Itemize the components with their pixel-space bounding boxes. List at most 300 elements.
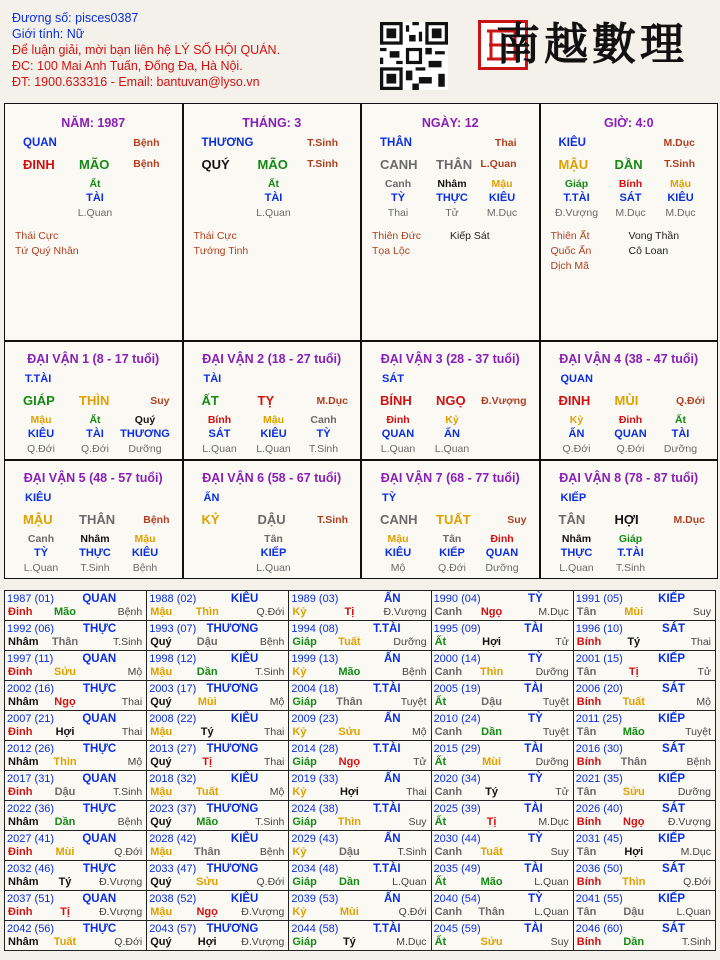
year-sao: ẤN bbox=[383, 593, 401, 605]
year-ts: Đ.Vượng bbox=[99, 906, 143, 918]
luu-nien-cell bbox=[431, 891, 573, 921]
luu-nien-cell bbox=[289, 591, 431, 621]
year-chi: Mùi bbox=[482, 756, 502, 768]
luu-nien-cell bbox=[431, 591, 573, 621]
year-can: Kỷ bbox=[292, 726, 307, 738]
year-can: Giáp bbox=[292, 816, 317, 828]
dai-van-ts: Đ.Vượng bbox=[481, 395, 527, 407]
dai-van-chi: NGỌ bbox=[436, 393, 466, 408]
pillar-truong-sinh: M.Dục bbox=[663, 137, 695, 149]
tang-sao: ẤN bbox=[444, 428, 460, 440]
year-chi: Thân bbox=[478, 906, 505, 918]
dai-van-can: TÂN bbox=[558, 512, 586, 527]
dai-van-can: CANH bbox=[380, 512, 418, 527]
dai-van-box bbox=[361, 341, 540, 460]
year-can: Canh bbox=[434, 846, 463, 858]
year-ts: Tử bbox=[413, 756, 427, 768]
year-ts: T.Sinh bbox=[255, 816, 285, 828]
year-chi: Thân bbox=[51, 636, 79, 648]
year-ts: Dưỡng bbox=[535, 666, 569, 678]
luu-nien-row bbox=[5, 891, 716, 921]
year-ts: Q.Đới bbox=[683, 876, 711, 888]
year-label: 1987 (01) bbox=[7, 593, 55, 605]
year-sao: QUAN bbox=[82, 833, 117, 845]
year-label: 2036 (50) bbox=[575, 863, 623, 875]
year-sao: T.TÀI bbox=[373, 623, 401, 635]
pillar-can: QUÝ bbox=[201, 157, 230, 172]
year-chi: Ngọ bbox=[480, 606, 503, 618]
dai-van-chi: THÌN bbox=[79, 393, 110, 408]
year-chi: Mão bbox=[54, 606, 76, 618]
tang-can: Ất bbox=[267, 178, 280, 190]
dai-van-chi: HỢI bbox=[614, 512, 639, 527]
year-can: Mậu bbox=[150, 666, 173, 678]
luu-nien-cell bbox=[289, 831, 431, 861]
tang-sao: QUAN bbox=[614, 428, 647, 440]
year-ts: M.Dục bbox=[538, 816, 569, 828]
tang-sao: TÀI bbox=[264, 192, 283, 204]
year-ts: Q.Đới bbox=[114, 846, 143, 858]
year-sao: TỲ bbox=[528, 893, 543, 905]
year-label: 2008 (22) bbox=[149, 713, 197, 725]
year-can: Canh bbox=[434, 906, 463, 918]
qr-code-icon bbox=[380, 22, 448, 90]
year-ts: L.Quan bbox=[676, 906, 711, 918]
year-label: 2007 (21) bbox=[7, 713, 55, 725]
year-ts: Đ.Vượng bbox=[241, 936, 285, 948]
year-sao: KIÊU bbox=[230, 713, 259, 725]
tang-ts: M.Dục bbox=[486, 207, 518, 219]
year-can: Tân bbox=[576, 606, 597, 618]
year-chi: Tý bbox=[627, 636, 641, 648]
tang-ts: T.Sinh bbox=[80, 562, 110, 574]
year-can: Ất bbox=[434, 876, 447, 888]
tang-ts: T.Sinh bbox=[308, 443, 339, 455]
year-sao: KIÊU bbox=[230, 773, 259, 785]
tang-sao: THƯƠNG bbox=[120, 428, 170, 440]
year-can: Nhâm bbox=[8, 696, 39, 708]
year-sao: QUAN bbox=[82, 773, 117, 785]
tang-ts: L.Quan bbox=[77, 207, 113, 219]
dai-van-can: BÍNH bbox=[380, 393, 412, 408]
year-chi: Thìn bbox=[337, 816, 361, 828]
pillar-title: NĂM: 1987 bbox=[61, 116, 126, 130]
pillar-chi: MÃO bbox=[79, 157, 110, 172]
luu-nien-cell bbox=[147, 651, 289, 681]
year-sao: T.TÀI bbox=[373, 683, 401, 695]
tang-sao: QUAN bbox=[485, 547, 519, 559]
dai-van-box bbox=[361, 460, 540, 579]
pillar-can: MẬU bbox=[558, 157, 589, 172]
dai-van-title: ĐẠI VẬN 8 (78 - 87 tuổi) bbox=[559, 471, 699, 485]
year-label: 2015 (29) bbox=[433, 743, 481, 755]
year-label: 1990 (04) bbox=[433, 593, 481, 605]
pillar-chi: MÃO bbox=[257, 157, 288, 172]
year-chi: Sửu bbox=[622, 786, 645, 798]
year-can: Kỷ bbox=[292, 606, 307, 618]
year-chi: Tị bbox=[60, 906, 70, 918]
tang-ts: L.Quan bbox=[256, 443, 291, 455]
year-chi: Mão bbox=[196, 816, 219, 828]
year-can: Mậu bbox=[150, 906, 173, 918]
tang-sao: THỰC bbox=[79, 547, 111, 559]
year-label: 2038 (52) bbox=[149, 893, 197, 905]
year-label: 2027 (41) bbox=[7, 833, 55, 845]
tang-ts: T.Sinh bbox=[615, 562, 646, 574]
tang-can: Giáp bbox=[618, 533, 643, 545]
tang-sao: QUAN bbox=[381, 428, 415, 440]
year-ts: Tuyệt bbox=[400, 696, 427, 708]
year-chi: Dần bbox=[196, 666, 218, 678]
year-ts: Bệnh bbox=[402, 666, 427, 678]
year-sao: KIÊU bbox=[230, 833, 259, 845]
luu-nien-cell bbox=[147, 741, 289, 771]
year-chi: Tị bbox=[628, 666, 639, 678]
year-can: Giáp bbox=[292, 936, 317, 948]
year-label: 2046 (60) bbox=[575, 923, 623, 935]
year-label: 2023 (37) bbox=[149, 803, 197, 815]
year-sao: ẤN bbox=[383, 653, 401, 665]
year-can: Nhâm bbox=[8, 816, 39, 828]
year-label: 1992 (06) bbox=[7, 623, 55, 635]
pillar-chi: DẦN bbox=[614, 157, 643, 172]
dai-van-box bbox=[540, 460, 719, 579]
luu-nien-cell bbox=[573, 831, 715, 861]
tang-can: Kỷ bbox=[569, 414, 584, 426]
luu-nien-cell bbox=[573, 621, 715, 651]
year-label: 1996 (10) bbox=[575, 623, 623, 635]
year-sao: KIẾP bbox=[658, 893, 685, 905]
dai-van-box bbox=[4, 341, 183, 460]
pillar-chi-ts: T.Sinh bbox=[307, 158, 338, 170]
year-chi: Sửu bbox=[338, 726, 361, 738]
year-label: 2017 (31) bbox=[7, 773, 55, 785]
year-label: 1995 (09) bbox=[433, 623, 481, 635]
year-sao: T.TÀI bbox=[373, 743, 401, 755]
dai-van-title: ĐẠI VẬN 7 (68 - 77 tuổi) bbox=[380, 471, 520, 485]
dai-van-chi: THÂN bbox=[79, 512, 116, 527]
tang-ts: Thai bbox=[387, 207, 409, 219]
ma-so: Đương số: pisces0387 bbox=[12, 11, 139, 25]
luu-nien-row bbox=[5, 591, 716, 621]
year-sao: KIẾP bbox=[658, 713, 685, 725]
year-ts: Dưỡng bbox=[677, 786, 711, 798]
tang-sao: TỲ bbox=[33, 547, 49, 559]
year-can: Quý bbox=[150, 876, 172, 888]
header-info bbox=[12, 10, 372, 90]
year-ts: Mộ bbox=[269, 786, 285, 798]
year-sao: KIẾP bbox=[658, 653, 685, 665]
tang-ts: Dưỡng bbox=[128, 443, 162, 455]
luu-nien-cell bbox=[147, 801, 289, 831]
luu-nien-row bbox=[5, 801, 716, 831]
dai-van-sao: SÁT bbox=[382, 373, 404, 385]
year-label: 2005 (19) bbox=[433, 683, 481, 695]
year-label: 2010 (24) bbox=[433, 713, 481, 725]
than-sat: Thái Cực bbox=[15, 230, 59, 242]
year-label: 2026 (40) bbox=[575, 803, 623, 815]
year-can: Quý bbox=[150, 696, 172, 708]
year-ts: L.Quan bbox=[534, 876, 569, 888]
year-chi: Hợi bbox=[339, 786, 359, 798]
year-can: Đinh bbox=[8, 606, 33, 618]
year-can: Ất bbox=[434, 636, 447, 648]
luu-nien-cell bbox=[289, 771, 431, 801]
dai-van-can: KỶ bbox=[201, 512, 220, 527]
dai-van-box bbox=[4, 460, 183, 579]
year-label: 2014 (28) bbox=[291, 743, 339, 755]
tang-sao: TỲ bbox=[316, 428, 331, 440]
year-can: Tân bbox=[576, 906, 597, 918]
luu-nien-row bbox=[5, 921, 716, 951]
year-can: Đinh bbox=[8, 726, 33, 738]
luu-nien-cell bbox=[147, 711, 289, 741]
tang-can: Mậu bbox=[263, 414, 284, 426]
luu-nien-cell bbox=[431, 831, 573, 861]
year-can: Tân bbox=[576, 846, 597, 858]
luu-nien-cell bbox=[289, 711, 431, 741]
dai-van-ts: Bệnh bbox=[143, 514, 170, 526]
dien-thoai[interactable]: ĐT: 1900.633316 - Email: bantuvan@lyso.vn bbox=[12, 75, 260, 89]
year-label: 1989 (03) bbox=[291, 593, 339, 605]
tang-can: Đinh bbox=[618, 414, 643, 426]
tang-ts: L.Quan bbox=[559, 562, 594, 574]
luu-nien-cell bbox=[289, 741, 431, 771]
tang-sao: KIÊU bbox=[27, 428, 55, 440]
year-chi: Dậu bbox=[196, 636, 218, 648]
luu-nien-cell bbox=[147, 861, 289, 891]
year-chi: Mùi bbox=[55, 846, 75, 858]
tang-can: Canh bbox=[384, 178, 412, 190]
tang-sao: T.TÀI bbox=[563, 192, 590, 204]
than-sat: Quốc Ấn bbox=[550, 245, 592, 257]
year-ts: Q.Đới bbox=[114, 936, 143, 948]
dai-van-can: ĐINH bbox=[558, 393, 591, 408]
year-chi: Mùi bbox=[339, 906, 359, 918]
year-chi: Sửu bbox=[480, 936, 503, 948]
tang-can: Canh bbox=[310, 414, 337, 426]
dai-van-title: ĐẠI VẬN 6 (58 - 67 tuổi) bbox=[202, 471, 342, 485]
year-can: Quý bbox=[150, 756, 172, 768]
tang-sao: KIÊU bbox=[488, 192, 516, 204]
year-ts: L.Quan bbox=[392, 876, 427, 888]
pillar-title: NGÀY: 12 bbox=[421, 116, 479, 130]
year-can: Ất bbox=[434, 816, 447, 828]
tang-can: Đinh bbox=[386, 414, 410, 426]
dai-van-ts: M.Dục bbox=[673, 514, 705, 526]
year-can: Giáp bbox=[292, 876, 317, 888]
tang-ts: L.Quan bbox=[23, 562, 59, 574]
year-ts: M.Dục bbox=[538, 606, 569, 618]
year-sao: ẤN bbox=[383, 893, 401, 905]
luu-nien-cell bbox=[289, 921, 431, 951]
year-label: 1993 (07) bbox=[149, 623, 197, 635]
tang-sao: KIÊU bbox=[667, 192, 694, 204]
year-chi: Ngọ bbox=[338, 756, 361, 768]
tang-ts: L.Quan bbox=[202, 443, 237, 455]
tang-sao: THỰC bbox=[436, 192, 468, 204]
year-chi: Tuất bbox=[53, 936, 77, 948]
year-sao: THỰC bbox=[83, 623, 117, 635]
year-ts: Đ.Vượng bbox=[383, 606, 427, 618]
tang-ts: Q.Đới bbox=[562, 443, 591, 455]
tang-sao: KIÊU bbox=[384, 547, 412, 559]
luu-nien-row bbox=[5, 831, 716, 861]
year-sao: SÁT bbox=[662, 863, 685, 875]
pillar-title: THÁNG: 3 bbox=[242, 116, 302, 130]
pillar-truong-sinh: Thai bbox=[494, 137, 517, 149]
year-sao: THỰC bbox=[83, 803, 117, 815]
tang-can: Bính bbox=[618, 178, 643, 190]
luu-nien-cell bbox=[5, 771, 147, 801]
year-label: 2019 (33) bbox=[291, 773, 339, 785]
year-ts: Bệnh bbox=[259, 846, 285, 858]
year-can: Bính bbox=[576, 816, 602, 828]
year-label: 2039 (53) bbox=[291, 893, 339, 905]
luu-nien-cell bbox=[5, 801, 147, 831]
luu-nien-cell bbox=[289, 621, 431, 651]
year-can: Đinh bbox=[8, 786, 33, 798]
tang-can: Quý bbox=[134, 414, 156, 426]
year-sao: THƯƠNG bbox=[206, 623, 259, 635]
year-chi: Hợi bbox=[197, 936, 217, 948]
luu-nien-row bbox=[5, 621, 716, 651]
year-chi: Thìn bbox=[479, 666, 504, 678]
dai-van-title: ĐẠI VẬN 4 (38 - 47 tuổi) bbox=[559, 352, 699, 366]
year-can: Mậu bbox=[150, 606, 173, 618]
luu-nien-row bbox=[5, 741, 716, 771]
year-label: 2044 (58) bbox=[291, 923, 339, 935]
luu-nien-cell bbox=[289, 651, 431, 681]
than-sat: Tứ Quý Nhân bbox=[15, 245, 79, 257]
year-can: Giáp bbox=[292, 756, 317, 768]
luu-nien-cell bbox=[431, 681, 573, 711]
pillar-box bbox=[4, 103, 183, 341]
tang-can: Nhâm bbox=[437, 178, 467, 190]
year-sao: THƯƠNG bbox=[206, 743, 259, 755]
tang-sao: KIÊU bbox=[260, 428, 287, 440]
dai-van-sao: TỲ bbox=[382, 492, 397, 504]
year-ts: Mộ bbox=[127, 666, 143, 678]
luu-nien-cell bbox=[573, 771, 715, 801]
year-can: Bính bbox=[576, 696, 602, 708]
luu-nien-cell bbox=[431, 771, 573, 801]
luu-nien-row bbox=[5, 771, 716, 801]
luu-nien-cell bbox=[431, 741, 573, 771]
luu-nien-cell bbox=[5, 741, 147, 771]
year-ts: Tuyệt bbox=[542, 726, 569, 738]
luu-nien-cell bbox=[573, 711, 715, 741]
tang-can: Đinh bbox=[490, 533, 514, 545]
luu-nien-cell bbox=[289, 861, 431, 891]
year-sao: QUAN bbox=[82, 593, 117, 605]
year-ts: Tuyệt bbox=[542, 696, 569, 708]
pillar-box bbox=[361, 103, 540, 341]
dai-van-chi: TUẤT bbox=[436, 512, 471, 527]
tang-sao: SÁT bbox=[619, 192, 642, 204]
year-chi: Dậu bbox=[623, 906, 645, 918]
tang-can: Mậu bbox=[30, 414, 52, 426]
pillar-chi: THÂN bbox=[436, 157, 473, 172]
year-sao: KIẾP bbox=[658, 593, 685, 605]
year-sao: TỲ bbox=[528, 713, 543, 725]
tang-can: Ất bbox=[674, 414, 687, 426]
year-chi: Tuất bbox=[195, 786, 219, 798]
year-ts: Suy bbox=[550, 936, 569, 948]
year-can: Đinh bbox=[8, 846, 33, 858]
year-sao: TÀI bbox=[524, 743, 543, 755]
year-label: 2028 (42) bbox=[149, 833, 197, 845]
year-sao: THỰC bbox=[83, 743, 117, 755]
pillar-thap-than: THƯƠNG bbox=[201, 137, 254, 149]
pillar-title: GIỜ: 4:0 bbox=[603, 116, 654, 130]
year-chi: Dần bbox=[338, 876, 360, 888]
year-ts: Thai bbox=[121, 696, 143, 708]
year-chi: Thân bbox=[336, 696, 363, 708]
year-ts: Đ.Vượng bbox=[99, 876, 143, 888]
pillar-box bbox=[540, 103, 719, 341]
year-can: Mậu bbox=[150, 846, 173, 858]
tang-ts: L.Quan bbox=[434, 443, 470, 455]
year-can: Đinh bbox=[8, 666, 33, 678]
dai-van-chi: MÙI bbox=[614, 393, 639, 408]
year-ts: T.Sinh bbox=[113, 636, 143, 648]
luu-nien-cell bbox=[289, 681, 431, 711]
luu-nien-cell bbox=[573, 861, 715, 891]
dai-van-title: ĐẠI VẬN 5 (48 - 57 tuổi) bbox=[23, 471, 163, 485]
year-sao: THỰC bbox=[83, 923, 117, 935]
year-chi: Mùi bbox=[624, 606, 644, 618]
year-label: 2024 (38) bbox=[291, 803, 339, 815]
year-ts: M.Dục bbox=[396, 936, 427, 948]
year-label: 1998 (12) bbox=[149, 653, 197, 665]
dai-van-sao: TÀI bbox=[203, 373, 222, 385]
year-chi: Hợi bbox=[482, 636, 501, 648]
year-ts: Suy bbox=[692, 606, 711, 618]
luu-nien-cell bbox=[573, 801, 715, 831]
year-label: 2011 (25) bbox=[575, 713, 623, 725]
tang-ts: L.Quan bbox=[256, 207, 291, 219]
pillar-truong-sinh: Bệnh bbox=[133, 137, 160, 149]
year-label: 2045 (59) bbox=[433, 923, 481, 935]
year-sao: ẤN bbox=[383, 773, 401, 785]
year-ts: Thai bbox=[690, 636, 711, 648]
year-sao: T.TÀI bbox=[373, 923, 401, 935]
year-ts: T.Sinh bbox=[255, 666, 285, 678]
year-chi: Mùi bbox=[197, 696, 217, 708]
year-label: 1991 (05) bbox=[575, 593, 623, 605]
year-ts: Đ.Vượng bbox=[667, 816, 711, 828]
year-chi: Ngọ bbox=[196, 906, 218, 918]
year-can: Canh bbox=[434, 786, 463, 798]
year-sao: TÀI bbox=[524, 803, 543, 815]
year-sao: THỰC bbox=[83, 863, 117, 875]
dai-van-ts: T.Sinh bbox=[317, 514, 348, 526]
year-chi: Tý bbox=[200, 726, 214, 738]
year-sao: TÀI bbox=[524, 623, 543, 635]
year-can: Tân bbox=[576, 726, 597, 738]
tang-sao: TỲ bbox=[390, 192, 406, 204]
pillar-chi-ts: T.Sinh bbox=[664, 158, 695, 170]
luu-nien-cell bbox=[573, 921, 715, 951]
year-label: 2021 (35) bbox=[575, 773, 623, 785]
tang-ts: Q.Đới bbox=[27, 443, 55, 455]
luu-nien-cell bbox=[431, 711, 573, 741]
tang-can: Bính bbox=[207, 414, 232, 426]
year-sao: QUAN bbox=[82, 713, 117, 725]
dia-chi: ĐC: 100 Mai Anh Tuấn, Đống Đa, Hà Nội. bbox=[12, 59, 243, 73]
year-can: Bính bbox=[576, 636, 602, 648]
